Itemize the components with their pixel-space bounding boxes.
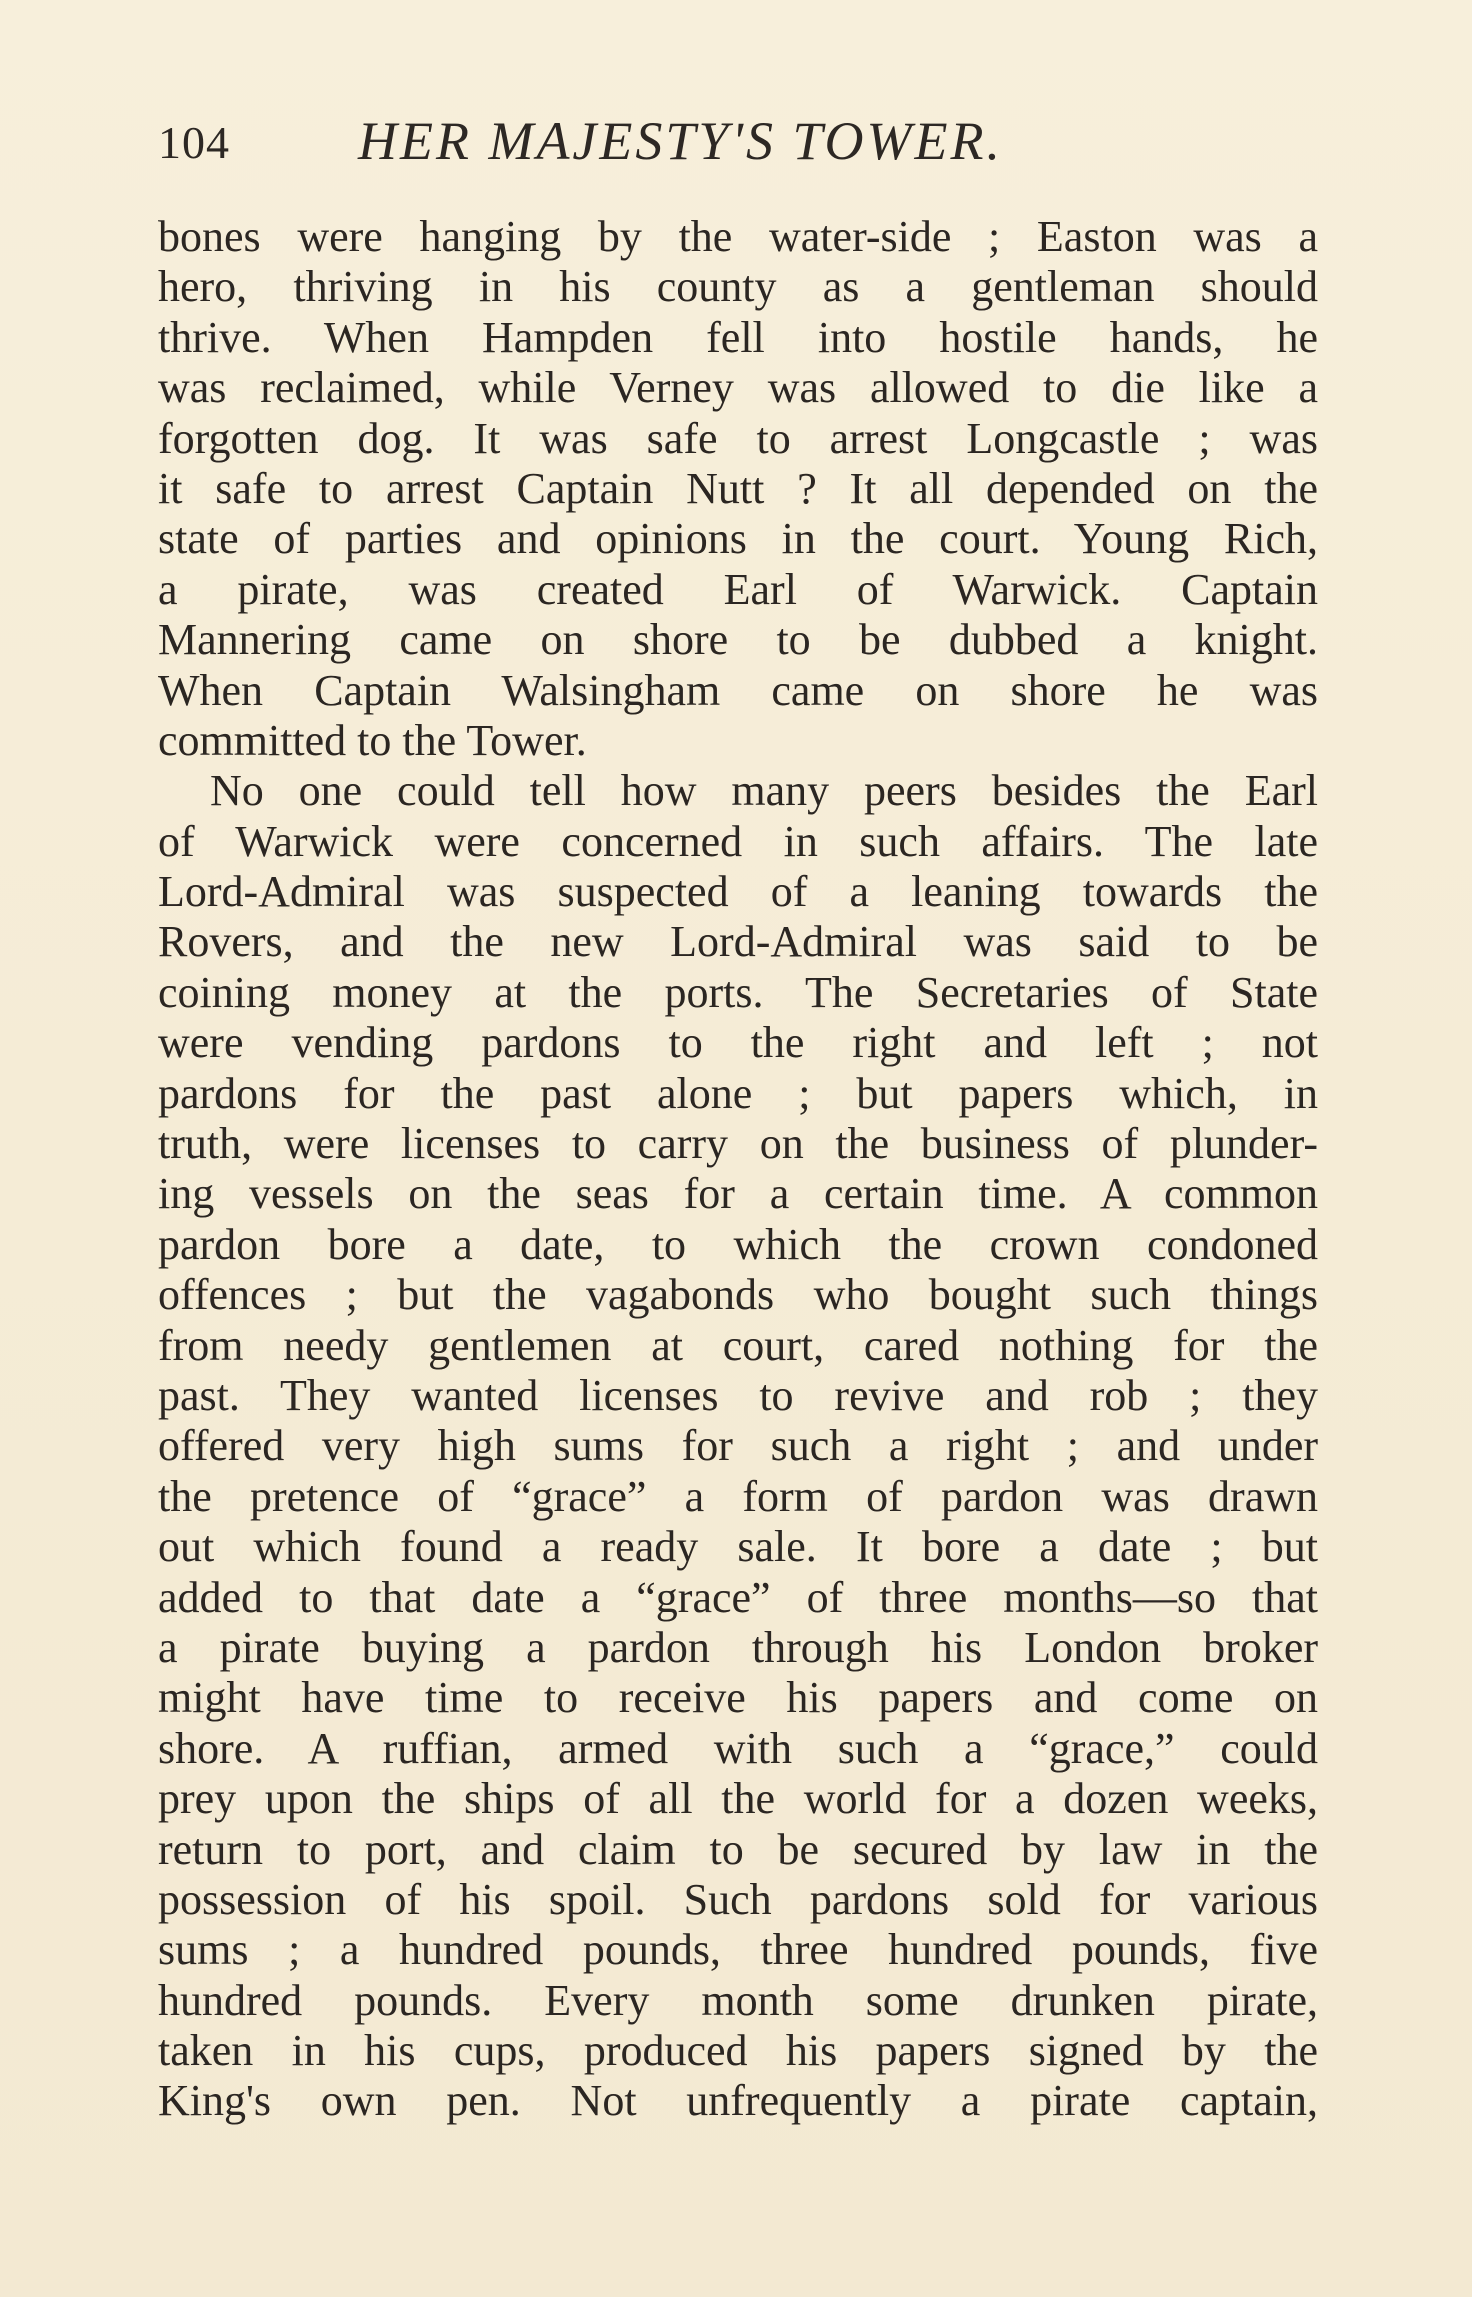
text-line: out which found a ready sale. It bore a date ; but: [158, 1522, 1318, 1572]
text-line: hundred pounds. Every month some drunken pirate,: [158, 1975, 1318, 2025]
text-line: the pretence of “grace” a form of pardon was drawn: [158, 1471, 1318, 1521]
text-line: were vending pardons to the right and left ; not: [158, 1018, 1318, 1068]
text-line: pardon bore a date, to which the crown condoned: [158, 1219, 1318, 1269]
text-line: past. They wanted licenses to revive and rob ; they: [158, 1370, 1318, 1420]
text-line: Mannering came on shore to be dubbed a knight.: [158, 615, 1318, 665]
text-line: forgotten dog. It was safe to arrest Longcastle ; was: [158, 413, 1318, 463]
text-line: shore. A ruffian, armed with such a “grace,” could: [158, 1723, 1318, 1773]
text-line: truth, were licenses to carry on the business of plunder-: [158, 1119, 1318, 1169]
text-line: return to port, and claim to be secured by law in the: [158, 1824, 1318, 1874]
text-line: ing vessels on the seas for a certain time. A common: [158, 1169, 1318, 1219]
text-line: might have time to receive his papers and come on: [158, 1673, 1318, 1723]
text-line: added to that date a “grace” of three months—so that: [158, 1572, 1318, 1622]
body-text: [158, 212, 1318, 2127]
running-head: [158, 110, 1318, 180]
text-line: coining money at the ports. The Secretaries of State: [158, 967, 1318, 1017]
text-line: sums ; a hundred pounds, three hundred pounds, five: [158, 1925, 1318, 1975]
text-line: pardons for the past alone ; but papers which, in: [158, 1068, 1318, 1118]
page-number: 104: [158, 117, 230, 168]
text-line: possession of his spoil. Such pardons sold for various: [158, 1874, 1318, 1924]
text-line: of Warwick were concerned in such affairs. The late: [158, 816, 1318, 866]
text-line: a pirate, was created Earl of Warwick. Captain: [158, 564, 1318, 614]
text-line: Lord-Admiral was suspected of a leaning towards the: [158, 867, 1318, 917]
text-line: Rovers, and the new Lord-Admiral was said to be: [158, 917, 1318, 967]
text-line: a pirate buying a pardon through his London broker: [158, 1622, 1318, 1672]
text-line: was reclaimed, while Verney was allowed to die like a: [158, 363, 1318, 413]
text-line: hero, thriving in his county as a gentleman should: [158, 262, 1318, 312]
text-line: state of parties and opinions in the court. Young Rich,: [158, 514, 1318, 564]
running-title: HER MAJESTY'S TOWER.: [358, 111, 1004, 171]
text-line: thrive. When Hampden fell into hostile hands, he: [158, 312, 1318, 362]
text-line: No one could tell how many peers besides the Earl: [210, 766, 1318, 816]
text-line: taken in his cups, produced his papers signed by the: [158, 2026, 1318, 2076]
text-line: offered very high sums for such a right ; and under: [158, 1421, 1318, 1471]
text-line: prey upon the ships of all the world for a dozen weeks,: [158, 1774, 1318, 1824]
text-line: committed to the Tower.: [158, 715, 587, 765]
text-line: offences ; but the vagabonds who bought such things: [158, 1270, 1318, 1320]
text-line: When Captain Walsingham came on shore he was: [158, 665, 1318, 715]
text-line: bones were hanging by the water-side ; Easton was a: [158, 212, 1318, 261]
text-line: King's own pen. Not unfrequently a pirate captain,: [158, 2076, 1318, 2126]
text-line: from needy gentlemen at court, cared nothing for the: [158, 1320, 1318, 1370]
text-line: it safe to arrest Captain Nutt ? It all depended on the: [158, 463, 1318, 513]
